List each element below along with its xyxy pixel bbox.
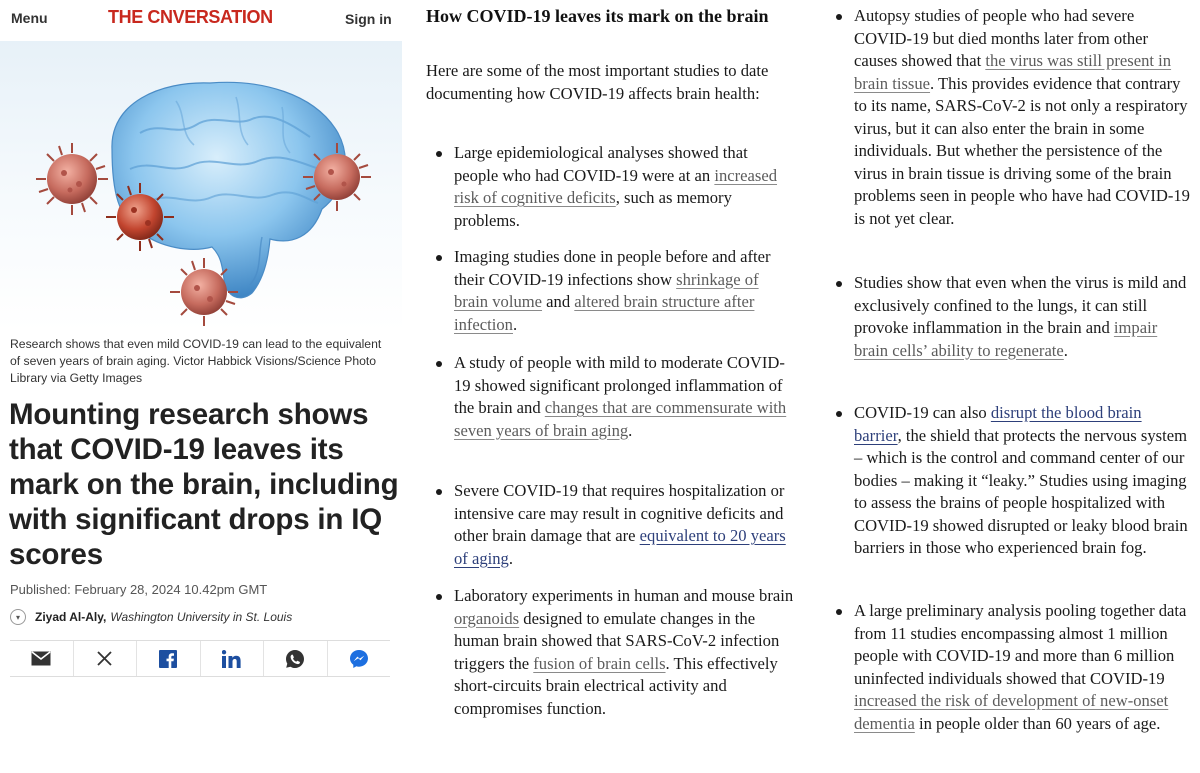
bullet-text: , the shield that protects the nervous system – which is the control and command center of our bodies – making it “leaky.” Studies using imaging to assess the brains of people hospitalized with COVID-19 showed disrupted or leaky blood brain barriers in those who experienced brain fog. (854, 425, 1188, 557)
share-facebook-button[interactable] (137, 641, 201, 676)
logo-text-start: THE C (108, 7, 161, 27)
article-headline: Mounting research shows that COVID-19 leaves its mark on the brain, including with significant drops in IQ scores (9, 398, 399, 571)
bullet-text: Studies show that even when the virus is mild and exclusively confined to the lungs, it can still provoke inflammation in the brain and (854, 273, 1187, 337)
hero-image (0, 41, 402, 331)
bullet-text: . (508, 548, 513, 568)
image-caption: Research shows that even mild COVID-19 can lead to the equivalent of seven years of brain aging. Victor Habbick Visions/Science Photo Library via Getty Images (10, 337, 382, 385)
bullet-text: and (542, 292, 575, 311)
chevron-down-icon[interactable]: ▾ (10, 609, 26, 625)
list-item (454, 142, 794, 232)
study-link[interactable]: the virus was still present in brain tissue (854, 51, 1172, 93)
bullet-text: . This provides evidence that contrary to its name, SARS-CoV-2 is not only a respiratory virus, but it can also enter the brain in some individuals. But whether the persistence of the virus in brain tissue is driving some of the brain problems seen in people who have had COVID-19 is not yet clear. (854, 73, 1190, 228)
bullet-text: Large epidemiological analyses showed that people who had COVID-19 were at an (454, 143, 748, 185)
bullet-text: . (628, 420, 633, 440)
study-link[interactable]: shrinkage of brain volume (454, 269, 759, 311)
brain-shape (112, 82, 345, 297)
list-item (454, 480, 794, 570)
study-link[interactable]: organoids (454, 608, 520, 628)
logo-text-end: NVERSATION (160, 7, 273, 27)
study-link[interactable]: increased risk of cognitive deficits (454, 165, 778, 207)
bullet-text: . (512, 314, 518, 334)
list-item (454, 585, 794, 720)
share-x-button[interactable] (74, 641, 138, 676)
author-name[interactable]: Ziyad Al-Aly, (35, 610, 107, 624)
author-affiliation: Washington University in St. Louis (110, 610, 293, 624)
brain-virus-illustration (0, 41, 402, 331)
linkedin-icon (222, 650, 241, 668)
facebook-icon (159, 650, 177, 668)
study-link[interactable]: disrupt the blood brain barrier (854, 403, 1142, 445)
article-header-panel (0, 0, 402, 773)
x-icon (97, 651, 112, 666)
email-icon (31, 651, 51, 666)
bullet-text: . This effectively short-circuits brain electrical activity and compromises function. (454, 653, 778, 718)
share-email-button[interactable] (10, 641, 74, 676)
author-byline (10, 609, 292, 625)
bullet-text: in people older than 60 years of age. (914, 713, 1161, 733)
study-link[interactable]: impair brain cells’ ability to regenerate (854, 318, 1158, 360)
bullet-text: , such as memory problems. (454, 188, 732, 230)
bullet-text: . (1063, 340, 1068, 360)
virus-particle-left (36, 143, 108, 215)
bullet-text: A study of people with mild to moderate COVID-19 showed significant prolonged inflammation of the brain and (454, 353, 785, 417)
top-navigation-bar (0, 0, 402, 40)
study-link[interactable]: changes that are commensurate with seven years of brain aging (454, 398, 787, 440)
sign-in-button[interactable]: Sign in (345, 11, 392, 27)
list-item (854, 272, 1190, 362)
bullet-text: Imaging studies done in people before and after their COVID-19 infections show (454, 247, 771, 289)
menu-button[interactable]: Menu (11, 10, 48, 26)
list-item (854, 402, 1190, 560)
list-item (454, 352, 794, 442)
section-heading: How COVID-19 leaves its mark on the brain (426, 6, 769, 26)
whatsapp-icon (285, 649, 305, 669)
share-toolbar (10, 640, 390, 677)
bullet-text: Severe COVID-19 that requires hospitalization or intensive care may result in cognitive deficits and other brain damage that are (454, 481, 785, 545)
section-intro: Here are some of the most important studies to date documenting how COVID-19 affects brain health: (426, 61, 769, 103)
bullet-text: designed to emulate changes in the human brain showed that SARS-CoV-2 infection triggers the (454, 608, 780, 673)
list-item (854, 600, 1190, 735)
share-linkedin-button[interactable] (201, 641, 265, 676)
bullet-text: Laboratory experiments in human and mouse brain (454, 586, 794, 605)
share-whatsapp-button[interactable] (264, 641, 328, 676)
published-date: Published: February 28, 2024 10.42pm GMT (10, 582, 268, 597)
study-link[interactable]: fusion of brain cells (533, 653, 666, 673)
bullet-text: A large preliminary analysis pooling together data from 11 studies encompassing almost 1 million people with COVID-19 and more than 6 million uninfected individuals showed that COVID-19 (854, 601, 1187, 688)
bullet-text: COVID-19 can also (854, 403, 991, 422)
list-item (854, 5, 1190, 230)
site-logo[interactable] (108, 7, 273, 28)
study-link[interactable]: altered brain structure after infection (454, 292, 755, 334)
list-item (454, 246, 794, 336)
bullet-text: Autopsy studies of people who had severe COVID-19 but died months later from other causes showed that (854, 6, 1149, 70)
study-link[interactable]: increased the risk of development of new-onset dementia (854, 691, 1169, 733)
study-link[interactable]: equivalent to 20 years of aging (454, 526, 786, 568)
messenger-icon (349, 649, 369, 669)
share-messenger-button[interactable] (328, 641, 391, 676)
